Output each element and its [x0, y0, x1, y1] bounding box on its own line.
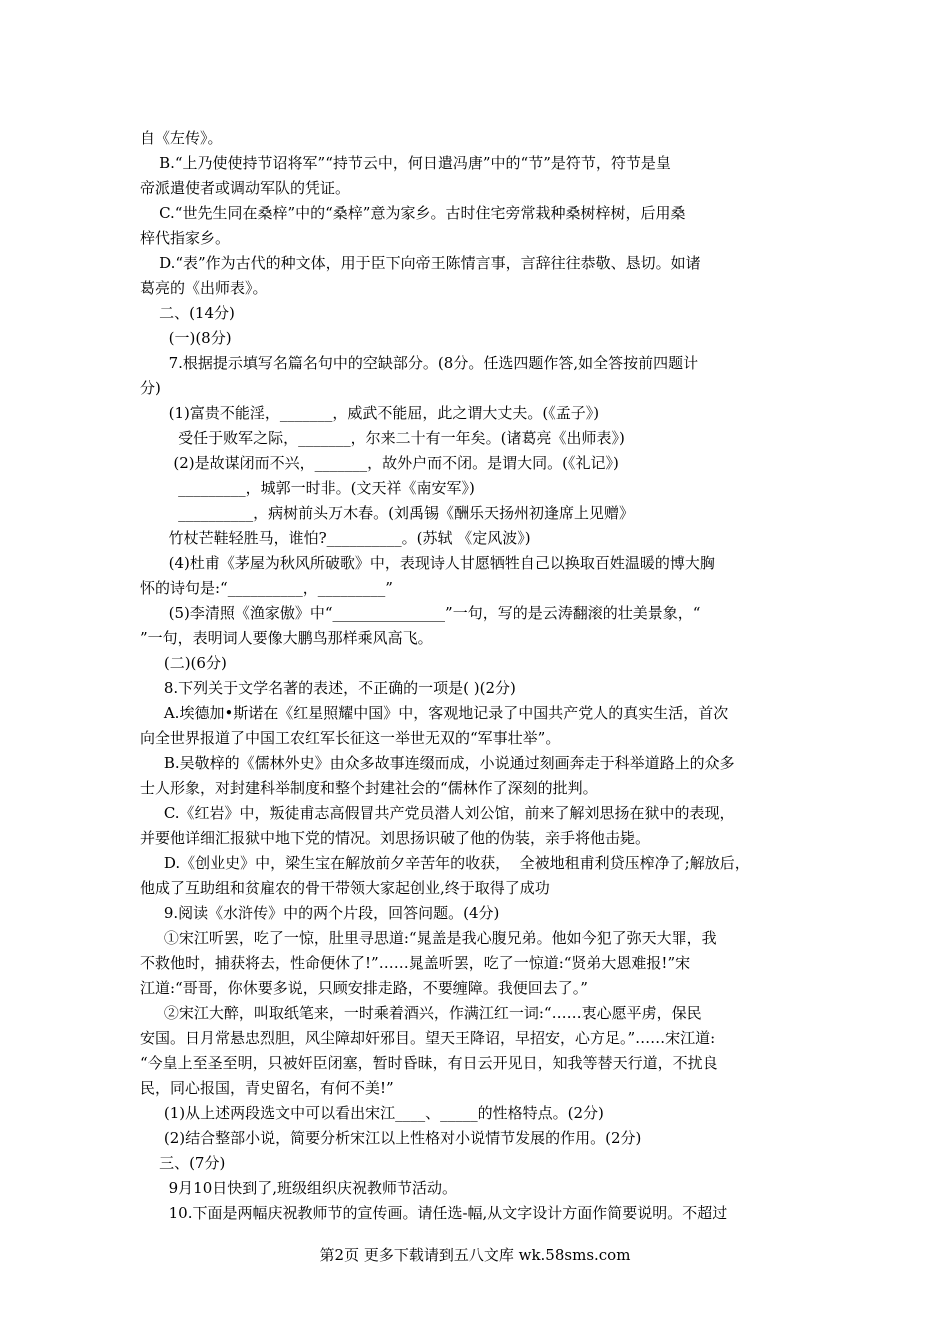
text-line: 士人形象，对封建科举制度和整个封建社会的“儒林作了深刻的批判。 — [140, 779, 598, 797]
text-line: 分) — [140, 379, 161, 397]
text-line: D.“表”作为古代的种文体，用于臣下向帝王陈情言事，言辞往往恭敬、恳切。如诸 — [140, 254, 701, 272]
text-line: 受任于败军之际，_______，尔来二十有一年矣。(诸葛亮《出师表》) — [140, 429, 625, 447]
text-line: B.“上乃使使持节诏将军”“持节云中，何日遣冯唐”中的“节”是符节，符节是皇 — [140, 154, 671, 172]
question-9: 9.阅读《水浒传》中的两个片段，回答问题。(4分) — [140, 904, 500, 922]
question-7: 7.根据提示填写名篇名句中的空缺部分。(8分。任选四题作答,如全答按前四题计 — [140, 354, 699, 372]
text-line: 安国。日月常悬忠烈胆，风尘障却奸邪目。望天王降诏，早招安，心方足。”……宋江道: — [140, 1029, 716, 1047]
sub-question-2: (2)结合整部小说，简要分析宋江以上性格对小说情节发展的作用。(2分) — [140, 1129, 642, 1147]
question-10: 10.下面是两幅庆祝教师节的宣传画。请任选-幅,从文字设计方面作简要说明。不超过 — [140, 1204, 728, 1222]
subsection-heading: (二)(6分) — [140, 654, 227, 672]
text-line: 并要他详细汇报狱中地下党的情况。刘思扬识破了他的伪装，亲手将他击毙。 — [140, 829, 651, 847]
page-footer: 第2页 更多下载请到五八文库 wk.58sms.com — [319, 1246, 631, 1264]
text-line: 向全世界报道了中国工农红军长征这一举世无双的“军事壮举”。 — [140, 729, 561, 747]
text-line: _________，城郭一时非。(文天祥《南安军》) — [140, 479, 475, 497]
text-line: __________，病树前头万木春。(刘禹锡《酬乐天扬州初逢席上见赠》 — [140, 504, 634, 522]
text-line: 怀的诗句是:“__________，_________” — [140, 579, 393, 597]
text-line: (2)是故谋闭而不兴，_______，故外户而不闭。是谓大同。(《礼记》) — [140, 454, 619, 472]
text-line: (5)李清照《渔家傲》中“_______________”一句，写的是云涛翻滚的壮美景象，“ — [140, 604, 701, 622]
text-line: ”一句，表明词人要像大鹏鸟那样乘风高飞。 — [140, 629, 433, 647]
text-line: 民，同心报国，青史留名，有何不美!” — [140, 1079, 394, 1097]
passage-1: ①宋江听罢，吃了一惊，肚里寻思道:“晁盖是我心腹兄弟。他如今犯了弥天大罪，我 — [140, 929, 717, 947]
text-line: 不救他时，捕获将去，性命便休了!”……晁盖听罢，吃了一惊道:“贤弟大恩难报!”宋 — [140, 954, 691, 972]
text-line: 自《左传》。 — [140, 129, 223, 147]
text-line: 梓代指家乡。 — [140, 229, 231, 247]
question-8: 8.下列关于文学名著的表述，不正确的一项是( )(2分) — [140, 679, 516, 697]
option-d: D.《创业史》中，梁生宝在解放前夕辛苦年的收获， 全被地租甫利贷压榨净了;解放后， — [140, 854, 750, 872]
text-line: C.“世先生同在桑梓”中的“桑梓”意为家乡。古时住宅旁常栽种桑树梓树，后用桑 — [140, 204, 686, 222]
text-line: (4)杜甫《茅屋为秋风所破歌》中，表现诗人甘愿牺牲自己以换取百姓温暖的博大胸 — [140, 554, 715, 572]
option-c: C.《红岩》中，叛徒甫志高假冒共产党员潜人刘公馆，前来了解刘思扬在狱中的表现， — [140, 804, 735, 822]
text-line: 帝派遣使者或调动军队的凭证。 — [140, 179, 351, 197]
text-line: “今皇上至圣至明，只被奸臣闭塞，暂时昏昧，有日云开见日，知我等替天行道，不扰良 — [140, 1054, 718, 1072]
text-line: (1)富贵不能淫，_______，威武不能屈，此之谓大丈夫。(《孟子》) — [140, 404, 600, 422]
option-b: B.吴敬梓的《儒林外史》由众多故事连缀而成，小说通过刻画奔走于科举道路上的众多 — [140, 754, 735, 772]
option-a: A.埃德加•斯诺在《红星照耀中国》中，客观地记录了中国共产党人的真实生活，首次 — [140, 704, 729, 722]
subsection-heading: (一)(8分) — [140, 329, 232, 347]
text-line: 9月10日快到了,班级组织庆祝教师节活动。 — [140, 1179, 458, 1197]
section-heading: 二、(14分) — [140, 304, 235, 322]
section-heading: 三、(7分) — [140, 1154, 226, 1172]
sub-question-1: (1)从上述两段选文中可以看出宋江____、_____的性格特点。(2分) — [140, 1104, 604, 1122]
text-line: 葛亮的《出师表》。 — [140, 279, 268, 297]
passage-2: ②宋江大醉，叫取纸笔来，一时乘着酒兴，作满江红一词:“……衷心愿平虏，保民 — [140, 1004, 702, 1022]
text-line: 江道:“哥哥，你休要多说，只顾安排走路，不要缠障。我便回去了。” — [140, 979, 588, 997]
text-line: 他成了互助组和贫雇农的骨干带领大家起创业,终于取得了成功 — [140, 879, 550, 897]
text-line: 竹杖芒鞋轻胜马，谁怕?__________。(苏轼 《定风波》) — [140, 529, 531, 547]
